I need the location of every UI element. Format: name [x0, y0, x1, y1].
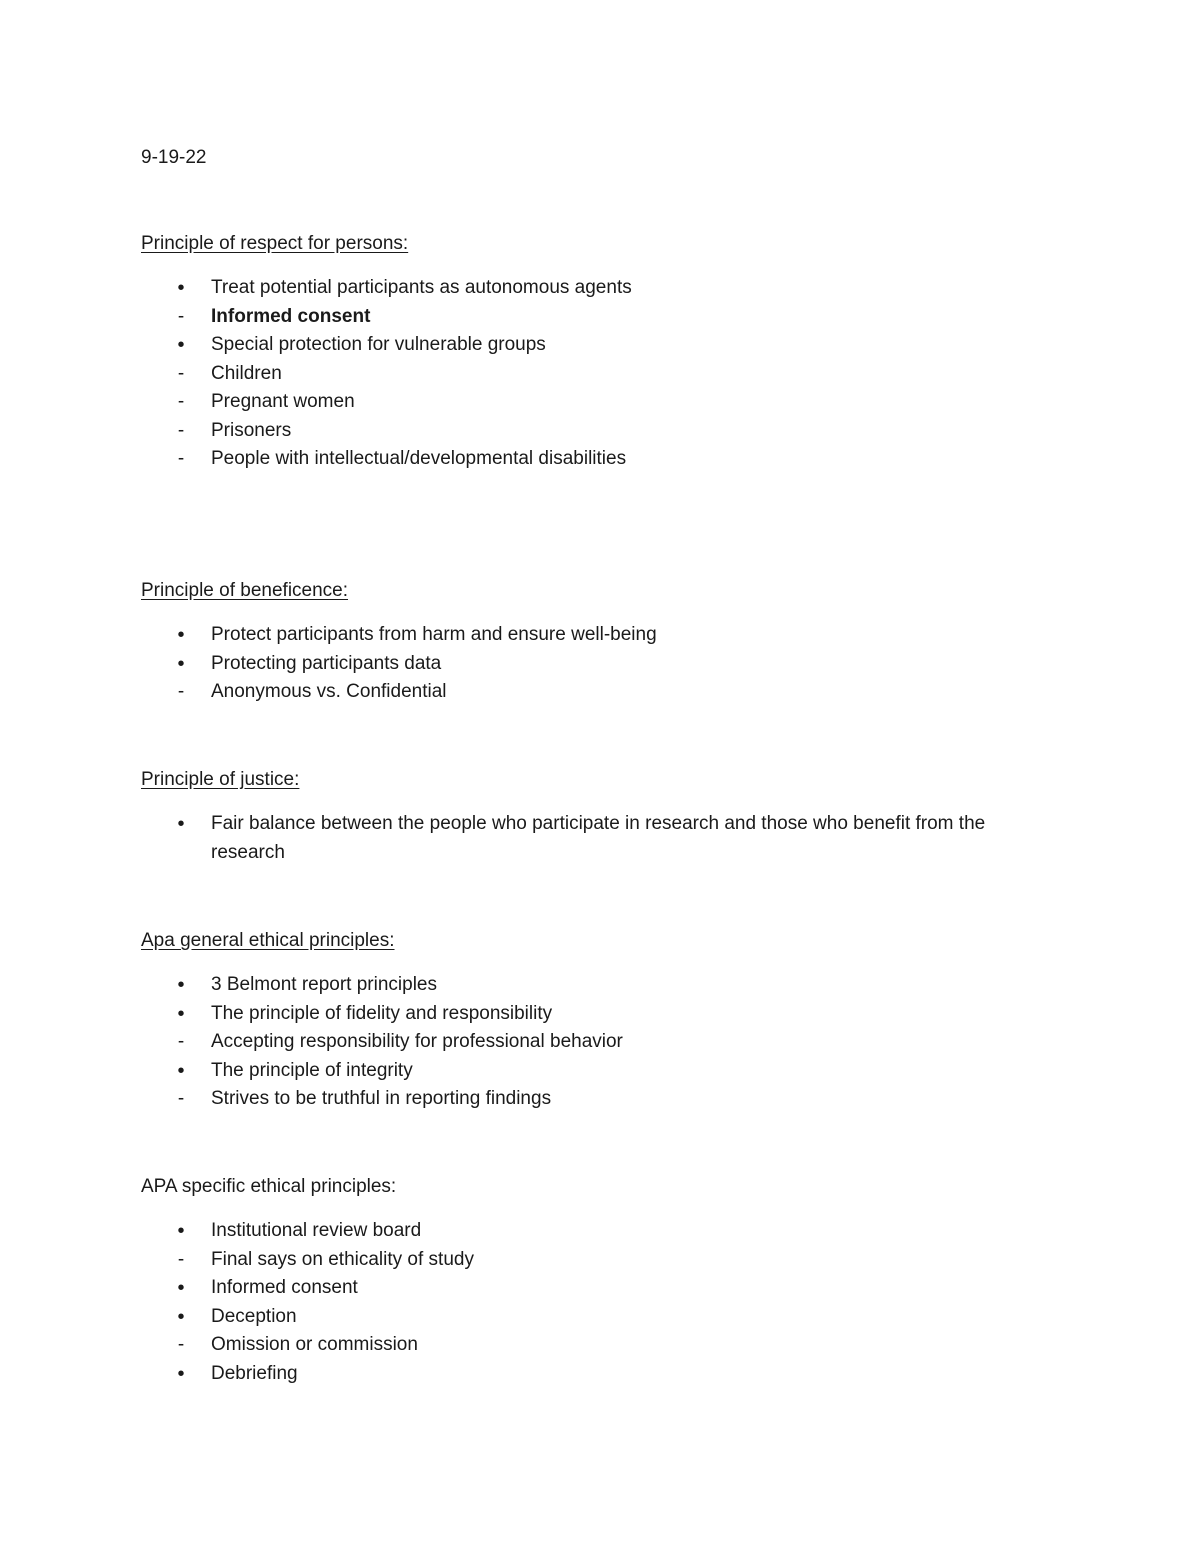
bullet-list: [141, 621, 1061, 707]
bullet-list: [141, 274, 1061, 474]
bullet-icon: •: [177, 334, 185, 356]
bullet-icon: •: [177, 1362, 185, 1385]
list-item: - Informed consent: [141, 303, 1061, 332]
list-item: • Special protection for vulnerable groups: [141, 331, 1061, 360]
list-item: • Informed consent: [141, 1274, 1061, 1303]
dash-icon: -: [177, 1031, 185, 1052]
list-item: - Prisoners: [141, 417, 1061, 446]
section-heading: Principle of respect for persons:: [141, 233, 409, 254]
list-item: • Deception: [141, 1303, 1061, 1332]
list-item: • Institutional review board: [141, 1217, 1061, 1246]
list-item: - Final says on ethicality of study: [141, 1246, 1061, 1275]
list-item: • Protect participants from harm and ensure well-being: [141, 621, 1061, 650]
bullet-icon: •: [177, 974, 185, 996]
list-item: • Treat potential participants as autonomous agents: [141, 274, 1061, 303]
dash-icon: -: [177, 391, 185, 412]
bullet-list: [141, 971, 1061, 1114]
bullet-list: [141, 810, 1061, 867]
list-item: • Protecting participants data: [141, 650, 1061, 679]
bullet-icon: •: [177, 1002, 185, 1025]
list-item: • Debriefing: [141, 1360, 1061, 1389]
dash-icon: -: [177, 419, 185, 441]
bullet-icon: •: [177, 1277, 185, 1299]
section-justice: [141, 766, 1061, 867]
list-item: - Strives to be truthful in reporting findings: [141, 1085, 1061, 1114]
bullet-icon: •: [177, 1220, 185, 1242]
list-item: • 3 Belmont report principles: [141, 971, 1061, 1000]
bullet-icon: •: [177, 652, 185, 675]
section-beneficence: [141, 577, 1061, 707]
list-item: - Accepting responsibility for professional behavior: [141, 1028, 1061, 1057]
list-item: - Omission or commission: [141, 1331, 1061, 1360]
note-date: 9-19-22: [141, 147, 207, 168]
section-heading: Principle of beneficence:: [141, 580, 349, 601]
dash-icon: -: [177, 681, 185, 702]
list-item: - Pregnant women: [141, 388, 1061, 417]
bullet-icon: •: [177, 277, 185, 299]
dash-icon: -: [177, 362, 185, 384]
section-heading: Principle of justice:: [141, 769, 300, 790]
bullet-icon: •: [177, 813, 185, 835]
section-apa-general-principles: [141, 927, 1061, 1114]
dash-icon: -: [177, 1334, 185, 1355]
section-heading: Apa general ethical principles:: [141, 930, 395, 951]
bullet-list: [141, 1217, 1061, 1388]
dash-icon: -: [177, 305, 185, 327]
list-item: - Children: [141, 360, 1061, 389]
list-item: • Fair balance between the people who participate in research and those who benefit from the research: [141, 810, 1061, 867]
section-apa-specific-principles: [141, 1173, 1061, 1388]
list-item: - People with intellectual/developmental disabilities: [141, 445, 1061, 474]
dash-icon: -: [177, 448, 185, 469]
list-item: • The principle of integrity: [141, 1057, 1061, 1086]
section-respect-for-persons: [141, 230, 1061, 474]
bullet-icon: •: [177, 624, 185, 646]
dash-icon: -: [177, 1088, 185, 1109]
bullet-icon: •: [177, 1059, 185, 1082]
section-heading: APA specific ethical principles:: [141, 1176, 397, 1197]
list-item: - Anonymous vs. Confidential: [141, 678, 1061, 707]
bullet-icon: •: [177, 1305, 185, 1328]
dash-icon: -: [177, 1248, 185, 1270]
list-item: • The principle of fidelity and responsibility: [141, 1000, 1061, 1029]
